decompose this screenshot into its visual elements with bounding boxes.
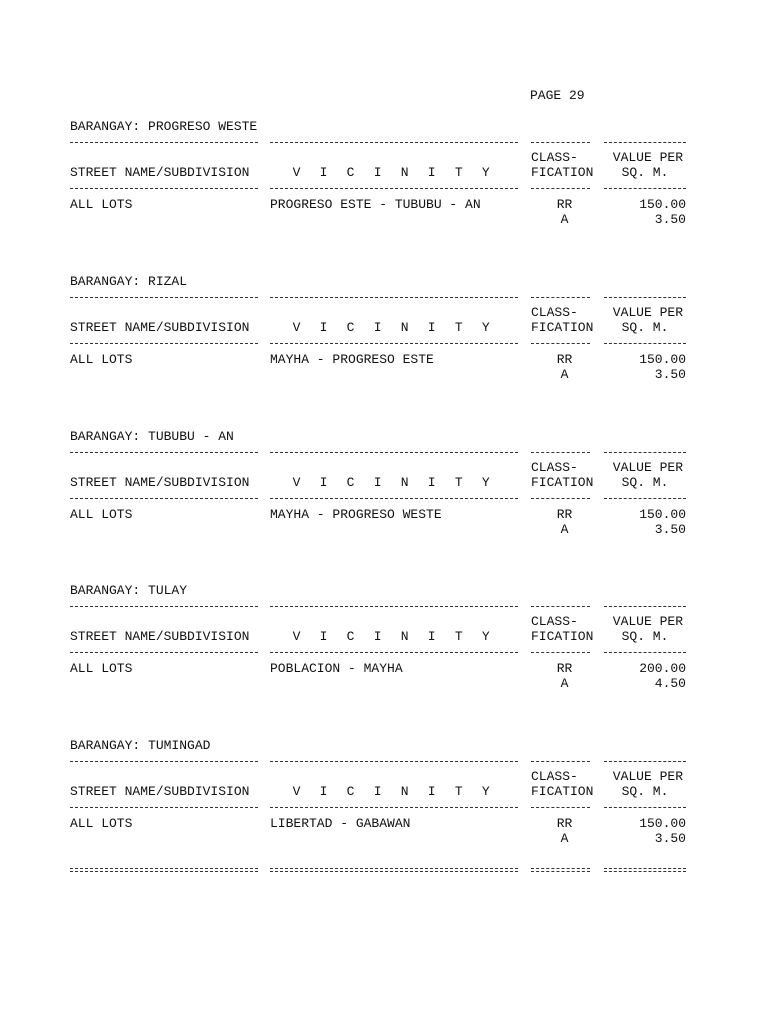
value-cell: 150.00	[639, 816, 686, 831]
value-cell: 3.50	[654, 522, 686, 537]
value-cell: 150.00	[639, 507, 686, 522]
value-cell: 150.00	[639, 197, 686, 212]
header-rule-top	[604, 452, 686, 453]
header-rule-top	[531, 297, 590, 298]
classification-cell: RR	[556, 507, 573, 522]
value-cell: 200.00	[639, 661, 686, 676]
classification-cell: A	[560, 522, 569, 537]
barangay-title: BARANGAY: TULAY	[70, 583, 188, 598]
value-header: VALUE PER	[612, 614, 683, 629]
header-rule-bottom	[70, 498, 258, 499]
barangay-title: BARANGAY: PROGRESO WESTE	[70, 119, 258, 134]
classification-cell: RR	[556, 352, 573, 367]
barangay-section	[70, 583, 710, 703]
header-rule-bottom	[70, 807, 258, 808]
header-rule-top	[70, 606, 258, 607]
street-cell: ALL LOTS	[70, 197, 133, 212]
header-rule-top	[270, 452, 518, 453]
street-header: STREET NAME/SUBDIVISION	[70, 475, 250, 490]
header-rule-bottom	[604, 343, 686, 344]
header-rule-bottom	[270, 188, 518, 189]
classification-header: FICATION	[531, 475, 594, 490]
classification-cell: RR	[556, 661, 573, 676]
classification-cell: A	[560, 831, 569, 846]
value-cell: 3.50	[654, 212, 686, 227]
vicinity-cell: PROGRESO ESTE - TUBUBU - AN	[270, 197, 481, 212]
header-rule-bottom	[270, 343, 518, 344]
street-cell: ALL LOTS	[70, 352, 133, 367]
classification-header: FICATION	[531, 784, 594, 799]
street-cell: ALL LOTS	[70, 507, 133, 522]
value-header: VALUE PER	[612, 305, 683, 320]
header-rule-top	[531, 761, 590, 762]
header-rule-bottom	[604, 652, 686, 653]
closing-rule-segment	[604, 868, 686, 872]
header-rule-bottom	[270, 807, 518, 808]
closing-rule-segment	[531, 868, 590, 872]
vicinity-header: V I C I N I T Y	[292, 475, 496, 490]
header-rule-top	[70, 452, 258, 453]
vicinity-cell: LIBERTAD - GABAWAN	[270, 816, 411, 831]
header-rule-bottom	[604, 498, 686, 499]
value-header: SQ. M.	[621, 629, 669, 644]
barangay-section	[70, 119, 710, 239]
header-rule-bottom	[70, 343, 258, 344]
vicinity-cell: POBLACION - MAYHA	[270, 661, 403, 676]
header-rule-top	[604, 297, 686, 298]
classification-header: FICATION	[531, 629, 594, 644]
classification-cell: RR	[556, 197, 573, 212]
classification-header: CLASS-	[531, 460, 578, 475]
value-header: SQ. M.	[621, 784, 669, 799]
header-rule-bottom	[270, 498, 518, 499]
barangay-section	[70, 429, 710, 549]
classification-cell: A	[560, 212, 569, 227]
barangay-title: BARANGAY: TUBUBU - AN	[70, 429, 234, 444]
vicinity-header: V I C I N I T Y	[292, 629, 496, 644]
header-rule-bottom	[270, 652, 518, 653]
header-rule-top	[270, 761, 518, 762]
vicinity-cell: MAYHA - PROGRESO WESTE	[270, 507, 442, 522]
vicinity-cell: MAYHA - PROGRESO ESTE	[270, 352, 434, 367]
value-header: SQ. M.	[621, 475, 669, 490]
header-rule-top	[270, 297, 518, 298]
barangay-title: BARANGAY: TUMINGAD	[70, 738, 211, 753]
closing-rule	[70, 868, 710, 872]
header-rule-top	[604, 761, 686, 762]
header-rule-top	[531, 452, 590, 453]
value-cell: 150.00	[639, 352, 686, 367]
header-rule-top	[70, 142, 258, 143]
header-rule-bottom	[604, 188, 686, 189]
barangay-section	[70, 738, 710, 858]
value-header: SQ. M.	[621, 165, 669, 180]
vicinity-header: V I C I N I T Y	[292, 165, 496, 180]
value-cell: 4.50	[654, 676, 686, 691]
closing-rule-segment	[70, 868, 258, 872]
classification-header: CLASS-	[531, 150, 578, 165]
classification-header: CLASS-	[531, 769, 578, 784]
header-rule-top	[531, 606, 590, 607]
header-rule-bottom	[531, 188, 590, 189]
header-rule-top	[531, 142, 590, 143]
header-rule-bottom	[531, 343, 590, 344]
value-header: VALUE PER	[612, 460, 683, 475]
street-header: STREET NAME/SUBDIVISION	[70, 784, 250, 799]
value-header: VALUE PER	[612, 769, 683, 784]
barangay-title: BARANGAY: RIZAL	[70, 274, 188, 289]
value-header: VALUE PER	[612, 150, 683, 165]
value-cell: 3.50	[654, 367, 686, 382]
header-rule-bottom	[70, 652, 258, 653]
classification-cell: A	[560, 676, 569, 691]
classification-header: CLASS-	[531, 614, 578, 629]
value-header: SQ. M.	[621, 320, 669, 335]
classification-cell: RR	[556, 816, 573, 831]
header-rule-bottom	[531, 498, 590, 499]
classification-header: CLASS-	[531, 305, 578, 320]
barangay-section	[70, 274, 710, 394]
classification-cell: A	[560, 367, 569, 382]
closing-rule-segment	[270, 868, 518, 872]
vicinity-header: V I C I N I T Y	[292, 320, 496, 335]
header-rule-bottom	[70, 188, 258, 189]
street-header: STREET NAME/SUBDIVISION	[70, 629, 250, 644]
header-rule-top	[70, 297, 258, 298]
header-rule-top	[604, 606, 686, 607]
vicinity-header: V I C I N I T Y	[292, 784, 496, 799]
page-number: PAGE 29	[530, 88, 585, 103]
value-cell: 3.50	[654, 831, 686, 846]
header-rule-top	[270, 606, 518, 607]
street-cell: ALL LOTS	[70, 661, 133, 676]
header-rule-bottom	[531, 652, 590, 653]
header-rule-top	[604, 142, 686, 143]
street-header: STREET NAME/SUBDIVISION	[70, 320, 250, 335]
header-rule-top	[270, 142, 518, 143]
header-rule-bottom	[531, 807, 590, 808]
header-rule-top	[70, 761, 258, 762]
street-cell: ALL LOTS	[70, 816, 133, 831]
header-rule-bottom	[604, 807, 686, 808]
street-header: STREET NAME/SUBDIVISION	[70, 165, 250, 180]
classification-header: FICATION	[531, 165, 594, 180]
classification-header: FICATION	[531, 320, 594, 335]
